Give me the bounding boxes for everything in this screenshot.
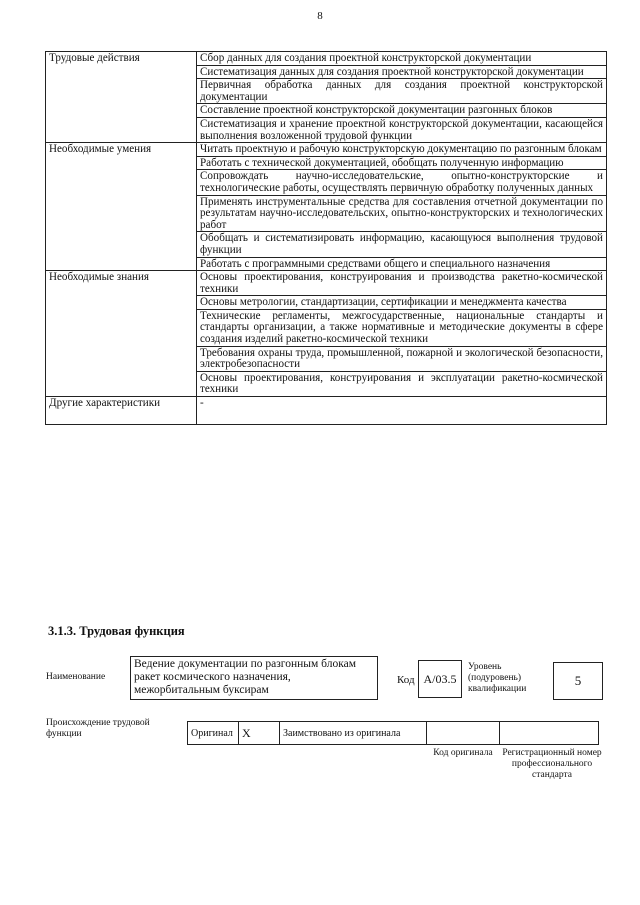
table-row <box>46 79 607 104</box>
code-original-cell <box>426 721 500 745</box>
table-cell: Применять инструментальные средства для составления отчетной документации по результатам научно-исследовательских, опытно-конструкторских и технологических работ <box>197 195 607 232</box>
table-cell: Обобщать и систематизировать информацию, касающуюся выполнения трудовой функции <box>197 232 607 257</box>
original-cell: Оригинал <box>187 721 239 745</box>
table-row <box>46 346 607 371</box>
table-cell: Работать с технической документацией, обобщать полученную информацию <box>197 156 607 170</box>
table-row <box>46 65 607 79</box>
code-label: Код <box>397 674 415 686</box>
table-row <box>46 104 607 118</box>
original-mark: X <box>238 721 280 745</box>
group-label-continuation <box>46 346 197 371</box>
group-label-continuation <box>46 65 197 79</box>
table-cell: Работать с программными средствами общего и специального назначения <box>197 257 607 271</box>
table-row <box>46 296 607 310</box>
borrowed-cell: Заимствовано из оригинала <box>279 721 427 745</box>
group-label-continuation <box>46 296 197 310</box>
table-cell: Сбор данных для создания проектной конструкторской документации <box>197 52 607 66</box>
table-row <box>46 195 607 232</box>
section-heading: 3.1.3. Трудовая функция <box>48 624 185 638</box>
group-label: Необходимые умения <box>46 143 197 157</box>
table-cell: Основы проектирования, конструирования и производства ракетно-космической техники <box>197 271 607 296</box>
table-cell: Первичная обработка данных для создания проектной конструкторской документации <box>197 79 607 104</box>
group-label-continuation <box>46 117 197 142</box>
table-cell: Требования охраны труда, промышленной, пожарной и экологической безопасности, электробезопасности <box>197 346 607 371</box>
table-row <box>46 156 607 170</box>
table-cell: - <box>197 397 607 425</box>
group-label-continuation <box>46 195 197 232</box>
page-number: 8 <box>317 10 323 22</box>
table-row <box>46 397 607 425</box>
reg-number-cell <box>499 721 599 745</box>
table-row <box>46 170 607 195</box>
group-label-continuation <box>46 257 197 271</box>
level-value: 5 <box>553 662 603 700</box>
group-label-continuation <box>46 232 197 257</box>
table-cell: Систематизация данных для создания проектной конструкторской документации <box>197 65 607 79</box>
table-cell: Читать проектную и рабочую конструкторскую документацию по разгонным блокам <box>197 143 607 157</box>
table-row <box>46 117 607 142</box>
group-label-continuation <box>46 156 197 170</box>
table-cell: Основы метрологии, стандартизации, сертификации и менеджмента качества <box>197 296 607 310</box>
code-original-caption: Код оригинала <box>433 748 493 758</box>
origin-label: Происхождение трудовой функции <box>46 718 150 739</box>
table-cell: Основы проектирования, конструирования и эксплуатации ракетно-космической техники <box>197 371 607 396</box>
table-cell: Сопровождать научно-исследовательские, опытно-конструкторские и технологические работы, осуществлять первичную обработку полученных данных <box>197 170 607 195</box>
group-label-continuation <box>46 104 197 118</box>
table-row <box>46 52 607 66</box>
labor-function-table <box>45 51 607 425</box>
group-label-continuation <box>46 170 197 195</box>
group-label-continuation <box>46 371 197 396</box>
table-row <box>46 371 607 396</box>
group-label-continuation <box>46 79 197 104</box>
group-label: Необходимые знания <box>46 271 197 296</box>
code-value: А/03.5 <box>418 660 462 698</box>
origin-row <box>188 721 603 745</box>
group-label: Другие характеристики <box>46 397 197 425</box>
table-row <box>46 309 607 346</box>
group-label: Трудовые действия <box>46 52 197 66</box>
function-name-value: Ведение документации по разгонным блокам ракет космического назначения, межорбитальным буксирам <box>130 656 378 700</box>
table-row <box>46 271 607 296</box>
table-row <box>46 143 607 157</box>
name-label: Наименование <box>46 672 106 682</box>
group-label-continuation <box>46 309 197 346</box>
reg-number-caption: Регистрационный номер профессионального стандарта <box>502 748 602 780</box>
table-cell: Составление проектной конструкторской документации разгонных блоков <box>197 104 607 118</box>
table-cell: Систематизация и хранение проектной конструкторской документации, касающейся выполнения возложенной трудовой функции <box>197 117 607 142</box>
table-row <box>46 257 607 271</box>
level-label: Уровень (подуровень) квалификации <box>468 662 527 694</box>
table-cell: Технические регламенты, межгосударственные, национальные стандарты и стандарты организации, а также нормативные и методические документы в сфере создания изделий ракетно-космической техники <box>197 309 607 346</box>
table-row <box>46 232 607 257</box>
